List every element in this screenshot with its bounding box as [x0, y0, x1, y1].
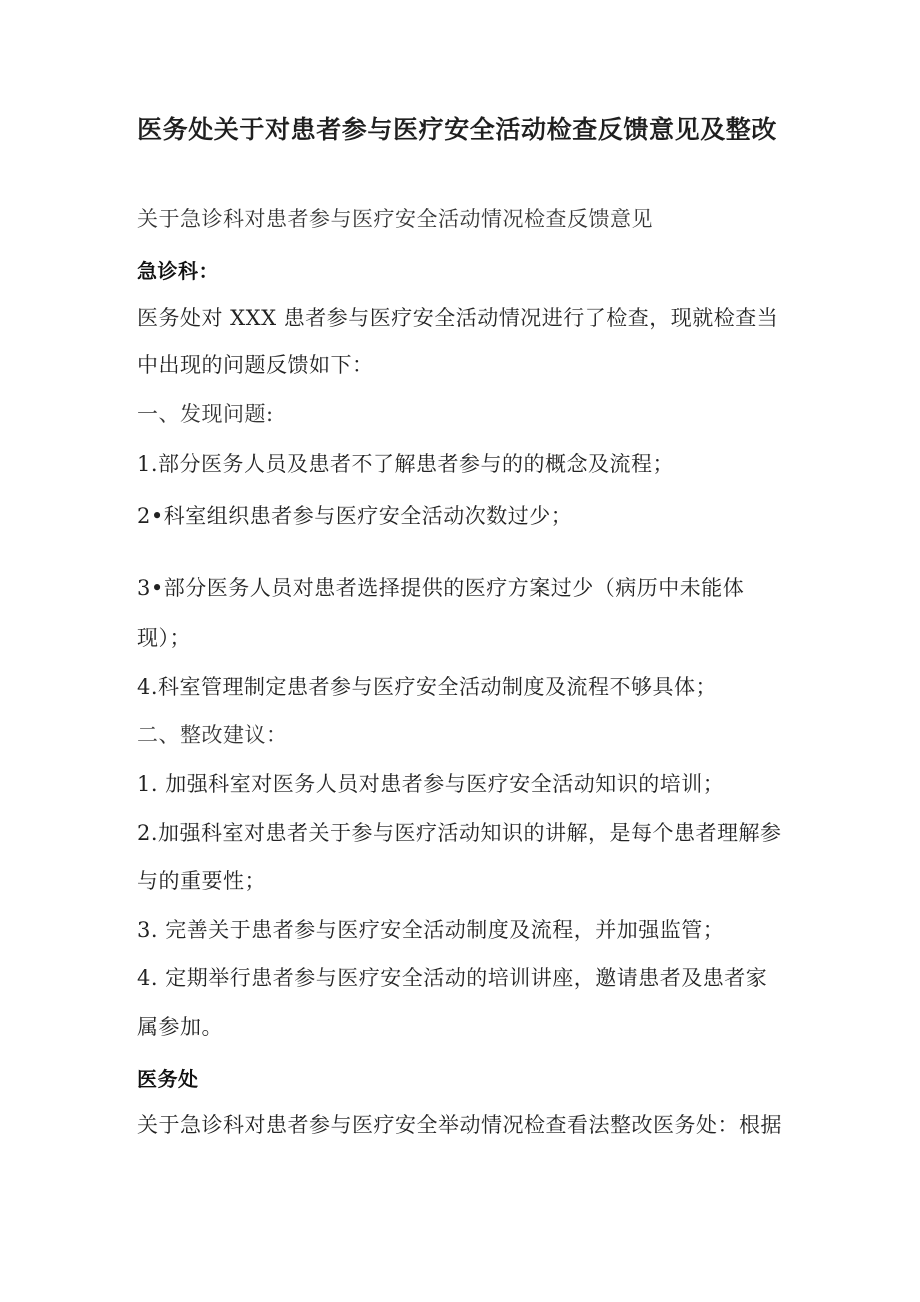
signature-department: 医务处 — [137, 1067, 199, 1091]
suggestion-item-2-line-2: 与的重要性； — [137, 869, 266, 893]
intro-line-1: 医务处对 XXX 患者参与医疗安全活动情况进行了检查，现就检查当 — [137, 306, 779, 330]
suggestion-item-3: 3. 完善关于患者参与医疗安全活动制度及流程，并加强监管； — [137, 918, 725, 942]
problem-item-4: 4.科室管理制定患者参与医疗安全活动制度及流程不够具体； — [137, 675, 718, 699]
recipient-label: 急诊科： — [137, 259, 219, 283]
problem-item-3-line-1: 3•部分医务人员对患者选择提供的医疗方案过少（病历中未能体 — [137, 576, 745, 600]
section-heading-problems: 一、发现问题: — [137, 402, 274, 426]
suggestion-item-4-line-2: 属参加。 — [137, 1015, 223, 1039]
suggestion-item-4-line-1: 4. 定期举行患者参与医疗安全活动的培训讲座，邀请患者及患者家 — [137, 966, 768, 990]
suggestion-item-1: 1. 加强科室对医务人员对患者参与医疗安全活动知识的培训； — [137, 772, 725, 796]
suggestion-item-2-line-1: 2.加强科室对患者关于参与医疗活动知识的讲解，是每个患者理解参 — [137, 821, 782, 845]
document-subtitle: 关于急诊科对患者参与医疗安全活动情况检查反馈意见 — [137, 207, 653, 231]
problem-item-3-line-2: 现）； — [137, 626, 191, 650]
closing-line: 关于急诊科对患者参与医疗安全举动情况检查看法整改医务处：根据 — [137, 1113, 782, 1137]
problem-item-1: 1.部分医务人员及患者不了解患者参与的的概念及流程； — [137, 452, 675, 476]
intro-line-2: 中出现的问题反馈如下： — [137, 353, 374, 377]
section-heading-suggestions: 二、整改建议： — [137, 723, 288, 747]
problem-item-2: 2•科室组织患者参与医疗安全活动次数过少； — [137, 504, 573, 528]
document-title: 医务处关于对患者参与医疗安全活动检查反馈意见及整改 — [137, 115, 778, 144]
